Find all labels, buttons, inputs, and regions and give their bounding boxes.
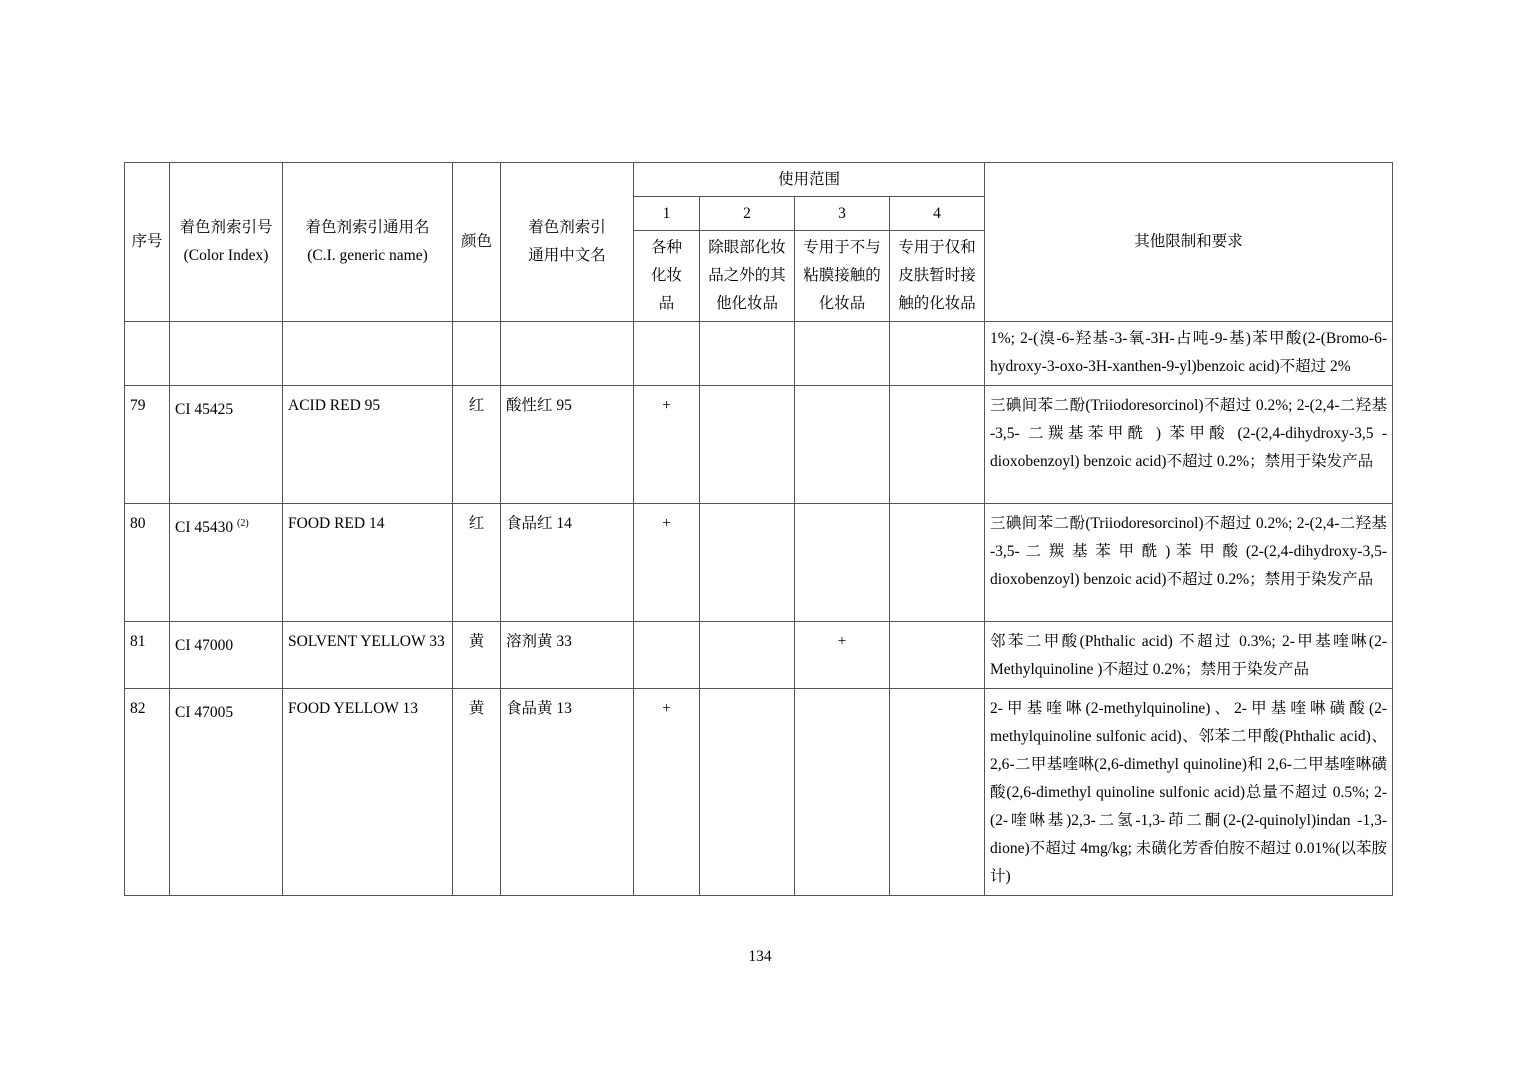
header-ci-index [170,163,283,322]
scope-mark-cell [890,622,985,689]
scope-mark-cell [890,689,985,896]
page-number: 134 [748,948,772,965]
seq-cell: 82 [125,689,170,896]
header-cn-name [501,163,634,322]
header-scope-number: 3 [795,197,890,231]
table-cell [170,322,283,386]
table-row [125,504,1393,622]
header-row-1 [125,163,1393,197]
generic-name-cell: SOLVENT YELLOW 33 [283,622,453,689]
header-cn-name-line1: 着色剂索引 [528,219,606,236]
color-cell: 黄 [453,622,501,689]
scope-mark-cell: + [634,504,700,622]
header-generic-name [283,163,453,322]
color-cell: 红 [453,386,501,504]
scope-mark-cell [795,504,890,622]
header-other: 其他限制和要求 [985,163,1393,322]
header-generic-name-line2: (C.I. generic name) [307,247,428,264]
ci-cell [170,504,283,622]
ci-cell [170,689,283,896]
cn-name-cell: 酸性红 95 [501,386,634,504]
table-cell [890,322,985,386]
cn-name-cell: 溶剂黄 33 [501,622,634,689]
scope-mark-cell [700,386,795,504]
requirements-cell: 2-甲基喹啉(2-methylquinoline)、2-甲基喹啉磺酸(2-methylquinoline sulfonic acid)、邻苯二甲酸(Phthalic acid)、2,6-二甲基喹啉(2,6-dimethyl quinoline)和 2,6-二甲基喹啉磺酸(2,6-dimethyl quinoline sulfonic acid)总量不超过 0.5%; 2-(2-喹啉基)2,3-二氢-1,3-茚二酮(2-(2-quinolyl)indan -1,3-dione)不超过 4mg/kg; 未磺化芳香伯胺不超过 0.01%(以苯胺计) [985,689,1393,896]
scope-mark-cell [700,504,795,622]
header-color: 颜色 [453,163,501,322]
scope-mark-cell: + [634,386,700,504]
scope-mark-cell [795,689,890,896]
header-ci-index-line2: (Color Index) [183,247,269,264]
header-ci-index-line1: 着色剂索引号 [179,219,273,236]
generic-name-cell: FOOD YELLOW 13 [283,689,453,896]
ci-value: CI 47000 [175,637,234,654]
table-row [125,386,1393,504]
table-cell [634,322,700,386]
color-cell: 红 [453,504,501,622]
requirements-cell: 1%; 2-(溴-6-羟基-3-氧-3H-占吨-9-基)苯甲酸(2-(Bromo-6-hydroxy-3-oxo-3H-xanthen-9-yl)benzoic acid)不超过 2% [985,322,1393,386]
scope-mark-cell [890,504,985,622]
scope-mark-cell: + [634,689,700,896]
requirements-cell: 三碘间苯二酚(Triiodoresorcinol)不超过 0.2%; 2-(2,4-二羟基 -3,5- 二羰基苯甲酰 ) 苯甲酸 (2-(2,4-dihydroxy-3,5 -dioxobenzoyl) benzoic acid)不超过 0.2%；禁用于染发产品 [985,386,1393,504]
generic-name-cell: ACID RED 95 [283,386,453,504]
table-row [125,622,1393,689]
table-cell [453,322,501,386]
colorant-table [124,162,1393,896]
table-cell [795,322,890,386]
color-cell: 黄 [453,689,501,896]
table-row-continuation [125,322,1393,386]
table-cell [501,322,634,386]
cn-name-cell: 食品红 14 [501,504,634,622]
seq-cell: 80 [125,504,170,622]
requirements-cell: 三碘间苯二酚(Triiodoresorcinol)不超过 0.2%; 2-(2,4-二羟基 -3,5- 二 羰 基 苯 甲 酰 ) 苯 甲 酸 (2-(2,4-dihydroxy-3,5-dioxobenzoyl) benzoic acid)不超过 0.2%；禁用于染发产品 [985,504,1393,622]
ci-value: CI 45425 [175,401,234,418]
table-cell [283,322,453,386]
generic-name-cell: FOOD RED 14 [283,504,453,622]
header-scope-desc: 各种化妆品 [634,231,700,322]
scope-mark-cell [890,386,985,504]
header-scope-number: 4 [890,197,985,231]
ci-value: CI 45430 [175,519,234,536]
header-cn-name-line2: 通用中文名 [528,247,606,264]
scope-mark-cell [795,386,890,504]
header-scope-desc: 专用于不与粘膜接触的化妆品 [795,231,890,322]
scope-mark-cell [634,622,700,689]
seq-cell: 79 [125,386,170,504]
header-scope: 使用范围 [634,163,985,197]
table-cell [125,322,170,386]
header-scope-number: 2 [700,197,795,231]
seq-cell: 81 [125,622,170,689]
scope-mark-cell [700,622,795,689]
ci-cell [170,622,283,689]
table-row [125,689,1393,896]
ci-footnote: (2) [237,518,249,529]
header-scope-number: 1 [634,197,700,231]
ci-value: CI 47005 [175,704,234,721]
ci-cell [170,386,283,504]
header-seq: 序号 [125,163,170,322]
scope-mark-cell: + [795,622,890,689]
header-generic-name-line1: 着色剂索引通用名 [305,219,430,236]
header-scope-desc: 除眼部化妆品之外的其他化妆品 [700,231,795,322]
requirements-cell: 邻苯二甲酸(Phthalic acid) 不超过 0.3%; 2-甲基喹啉(2-Methylquinoline )不超过 0.2%；禁用于染发产品 [985,622,1393,689]
cn-name-cell: 食品黄 13 [501,689,634,896]
header-scope-desc: 专用于仅和皮肤暂时接触的化妆品 [890,231,985,322]
table-cell [700,322,795,386]
scope-mark-cell [700,689,795,896]
